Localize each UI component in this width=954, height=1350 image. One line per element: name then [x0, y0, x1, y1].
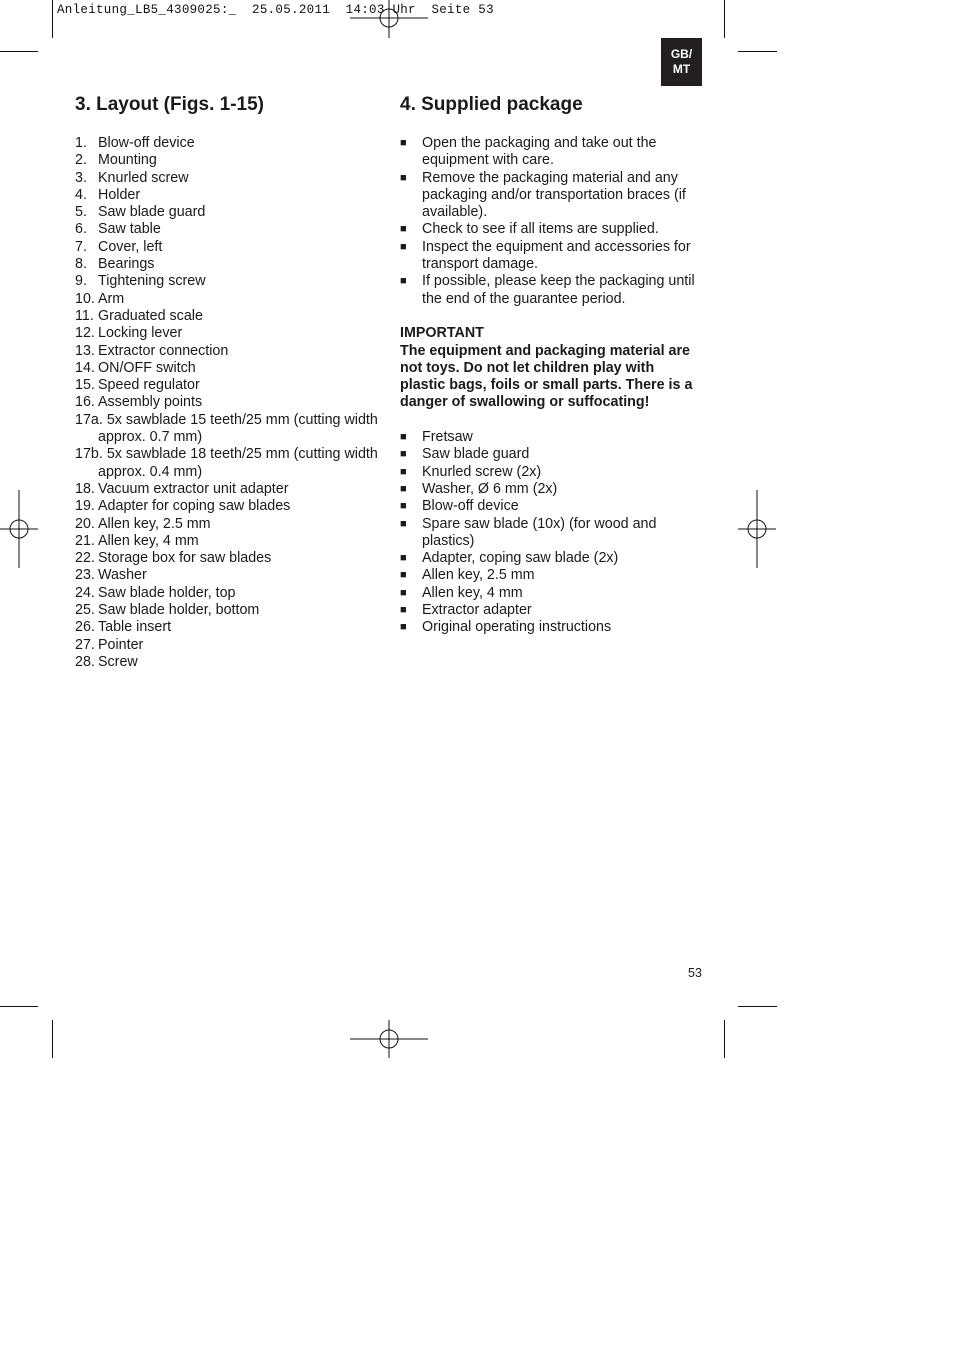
list-item [75, 550, 385, 567]
square-bullet-icon: ■ [400, 586, 407, 599]
list-item-number: 10. [75, 290, 95, 307]
list-item-text: Saw blade guard [98, 204, 206, 221]
list-item-text: Holder [98, 186, 141, 203]
list-item-text: Saw blade holder, bottom [98, 602, 260, 619]
list-item-text: Adapter for coping saw blades [98, 498, 291, 515]
list-item-text: Cover, left [98, 238, 163, 255]
crop-mark [0, 51, 38, 52]
square-bullet-icon: ■ [400, 552, 407, 565]
bullet-item [400, 135, 702, 170]
list-item-text: Saw table [98, 221, 161, 238]
list-item [75, 135, 385, 152]
bullet-item-text: Extractor adapter [422, 602, 532, 619]
bullet-item-text: Inspect the equipment and accessories for transport damage. [422, 238, 691, 273]
list-item [75, 291, 385, 308]
list-item-number: 1. [75, 135, 87, 151]
list-item-text: Speed regulator [98, 377, 200, 394]
list-item [75, 602, 385, 619]
bullet-item [400, 550, 702, 567]
crop-mark [52, 1020, 53, 1058]
bullet-item-text: Knurled screw (2x) [422, 463, 542, 480]
layout-list [75, 135, 385, 671]
list-item-text: Bearings [98, 256, 155, 273]
list-item-number: 8. [75, 256, 87, 273]
list-item-number: 20. [75, 515, 95, 532]
list-item-number: 13. [75, 342, 95, 359]
bullet-item-text: Washer, Ø 6 mm (2x) [422, 480, 558, 497]
bullet-item-text: Allen key, 2.5 mm [422, 567, 535, 584]
list-item-number: 9. [75, 273, 87, 290]
list-item-text: Saw blade holder, top [98, 584, 236, 601]
bullet-item [400, 273, 702, 308]
list-item [75, 221, 385, 238]
layout-heading: 3. Layout (Figs. 1-15) [75, 94, 264, 115]
package-contents-list [400, 429, 702, 637]
bullet-item [400, 221, 702, 238]
list-item-text: Screw [98, 653, 138, 670]
list-item-number: 4. [75, 186, 87, 203]
list-item [75, 619, 385, 636]
list-item [75, 533, 385, 550]
bullet-item-text: Open the packaging and take out the equipment with care. [422, 135, 657, 169]
list-item [75, 585, 385, 602]
list-item-number: 16. [75, 394, 95, 411]
list-item-number: 14. [75, 359, 95, 376]
square-bullet-icon: ■ [400, 240, 407, 253]
list-item-number: 27. [75, 636, 95, 653]
list-item [75, 273, 385, 290]
list-item-number: 26. [75, 619, 95, 636]
bullet-item-text: Saw blade guard [422, 446, 530, 463]
list-item-number: 5. [75, 204, 87, 221]
list-item-text: 5x sawblade 18 teeth/25 mm (cutting width approx. 0.4 mm) [98, 446, 378, 480]
square-bullet-icon: ■ [400, 275, 407, 288]
important-text: The equipment and packaging material are not toys. Do not let children play with plastic bags, foils or small parts. There is a danger of swallowing or suffocating! [400, 342, 693, 411]
print-slug: Anleitung_LB5_4309025:_ 25.05.2011 14:03 Uhr Seite 53 [57, 3, 494, 17]
unpacking-steps-list [400, 135, 702, 308]
supplied-column [400, 135, 702, 637]
square-bullet-icon: ■ [400, 431, 407, 444]
list-item [75, 325, 385, 342]
bullet-item [400, 619, 702, 636]
list-item-number: 21. [75, 532, 95, 549]
square-bullet-icon: ■ [400, 604, 407, 617]
registration-mark-bottom [350, 1020, 428, 1058]
bullet-item-text: Spare saw blade (10x) (for wood and plastics) [422, 515, 657, 549]
list-item [75, 394, 385, 411]
page-number: 53 [688, 966, 702, 980]
bullet-item-text: Blow-off device [422, 498, 519, 515]
bullet-item [400, 498, 702, 515]
list-item-text: Allen key, 4 mm [98, 532, 199, 549]
bullet-item [400, 602, 702, 619]
list-item [75, 170, 385, 187]
list-item-number: 28. [75, 653, 95, 670]
list-item [75, 654, 385, 671]
crop-mark [738, 51, 777, 52]
list-item [75, 204, 385, 221]
list-item-text: Washer [98, 567, 147, 584]
square-bullet-icon: ■ [400, 171, 407, 184]
list-item-text: Allen key, 2.5 mm [98, 515, 211, 532]
list-item-text: Blow-off device [98, 135, 195, 151]
bullet-item-text: Fretsaw [422, 429, 473, 446]
registration-mark-right [738, 490, 776, 568]
bullet-item-text: If possible, please keep the packaging until the end of the guarantee period. [422, 273, 695, 307]
list-item-text: Arm [98, 290, 125, 307]
crop-mark [0, 1006, 38, 1007]
square-bullet-icon: ■ [400, 500, 407, 513]
list-item-number: 7. [75, 238, 87, 255]
supplied-heading: 4. Supplied package [400, 94, 583, 115]
list-item-number: 24. [75, 584, 95, 601]
list-item-text: Mounting [98, 152, 157, 169]
bullet-item-text: Remove the packaging material and any packaging and/or transportation braces (if available). [422, 169, 686, 221]
list-item-number: 11. [75, 307, 94, 324]
crop-mark [52, 0, 53, 38]
square-bullet-icon: ■ [400, 223, 407, 236]
list-item [75, 498, 385, 515]
list-item-text: Extractor connection [98, 342, 229, 359]
list-item-text: ON/OFF switch [98, 359, 196, 376]
bullet-item-text: Check to see if all items are supplied. [422, 221, 659, 238]
list-item-number: 17a. [75, 411, 103, 428]
list-item [75, 516, 385, 533]
list-item-number: 15. [75, 377, 95, 394]
list-item-text: Knurled screw [98, 169, 189, 186]
list-item-text: Tightening screw [98, 273, 206, 290]
list-item-number: 23. [75, 567, 95, 584]
list-item [75, 343, 385, 360]
list-item [75, 481, 385, 498]
bullet-item [400, 464, 702, 481]
list-item-number: 19. [75, 498, 95, 515]
bullet-item [400, 585, 702, 602]
list-item [75, 377, 385, 394]
square-bullet-icon: ■ [400, 621, 407, 634]
list-item [75, 567, 385, 584]
list-item-number: 17b. [75, 446, 103, 463]
crop-mark [738, 1006, 777, 1007]
list-item [75, 637, 385, 654]
list-item [75, 187, 385, 204]
list-item-number: 12. [75, 325, 95, 342]
list-item [75, 308, 385, 325]
bullet-item-text: Allen key, 4 mm [422, 584, 523, 601]
list-item-text: Storage box for saw blades [98, 550, 272, 567]
registration-mark-left [0, 490, 38, 568]
list-item [75, 239, 385, 256]
list-item [75, 360, 385, 377]
list-item-number: 22. [75, 550, 95, 567]
bullet-item-text: Adapter, coping saw blade (2x) [422, 550, 619, 567]
language-tab-line2: MT [672, 62, 691, 76]
list-item [75, 256, 385, 273]
crop-mark [724, 0, 725, 38]
bullet-item [400, 481, 702, 498]
bullet-item [400, 446, 702, 463]
language-tab [661, 38, 702, 86]
registration-mark-top [350, 0, 428, 38]
list-item [75, 152, 385, 169]
square-bullet-icon: ■ [400, 137, 407, 149]
list-item-number: 18. [75, 480, 95, 497]
bullet-item [400, 170, 702, 222]
list-item-number: 25. [75, 602, 95, 619]
list-item-text: 5x sawblade 15 teeth/25 mm (cutting width approx. 0.7 mm) [98, 411, 378, 446]
square-bullet-icon: ■ [400, 482, 407, 495]
bullet-item [400, 567, 702, 584]
square-bullet-icon: ■ [400, 517, 407, 530]
list-item-number: 6. [75, 221, 87, 238]
language-tab-line1: GB/ [670, 47, 693, 61]
list-item-text: Table insert [98, 619, 172, 636]
square-bullet-icon: ■ [400, 448, 407, 461]
bullet-item [400, 516, 702, 551]
crop-mark [724, 1020, 725, 1058]
list-item-number: 3. [75, 169, 87, 186]
important-title: IMPORTANT [400, 325, 484, 342]
list-item-text: Assembly points [98, 394, 203, 411]
bullet-item [400, 429, 702, 446]
list-item [75, 446, 385, 481]
list-item-text: Graduated scale [98, 307, 203, 324]
list-item [75, 412, 385, 447]
list-item-text: Vacuum extractor unit adapter [98, 480, 289, 497]
bullet-item [400, 239, 702, 274]
list-item-text: Locking lever [98, 325, 183, 342]
bullet-item-text: Original operating instructions [422, 619, 612, 636]
list-item-text: Pointer [98, 636, 144, 653]
square-bullet-icon: ■ [400, 465, 407, 478]
list-item-number: 2. [75, 152, 87, 169]
square-bullet-icon: ■ [400, 569, 407, 582]
